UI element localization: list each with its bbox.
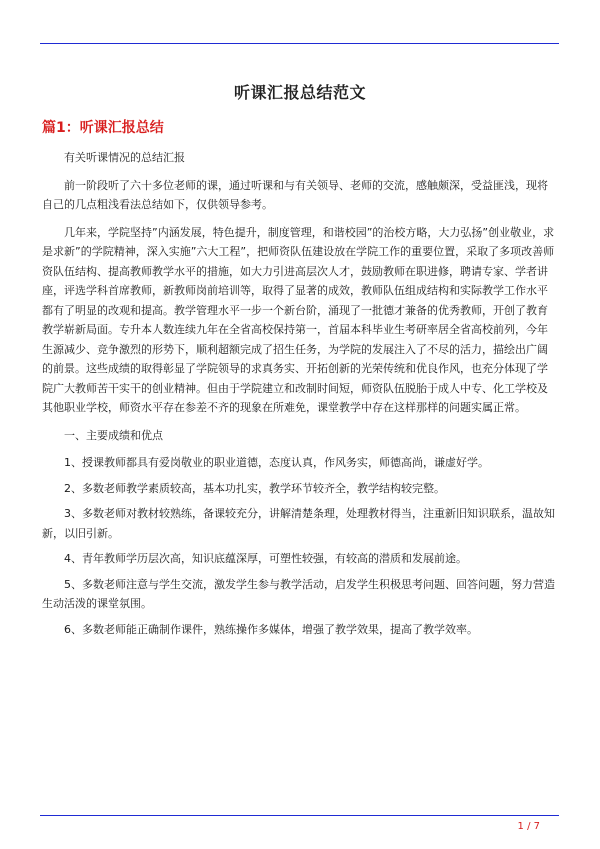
paragraph-section-title: 一、主要成绩和优点 (64, 428, 163, 442)
footer-rule (40, 815, 559, 816)
document-body (42, 148, 555, 645)
list-item-2: 2、多数老师教学素质较高，基本功扎实，教学环节较齐全，教学结构较完整。 (64, 481, 445, 495)
list-item-3: 3、多数老师对教材较熟练，备课较充分，讲解清楚条理，处理教材得当，注重新旧知识联系，温故知新，以旧引新。 (42, 507, 555, 540)
paragraph-intro: 前一阶段听了六十多位老师的课，通过听课和与有关领导、老师的交流，感触颇深，受益匪浅，现将自己的几点粗浅看法总结如下，仅供领导参考。 (42, 178, 548, 211)
paragraph-background: 几年来，学院坚持”内涵发展，特色提升，制度管理，和谐校园”的治校方略，大力弘扬”创业敬业，求是求新”的学院精神，深入实施”六大工程”，把师资队伍建设放在学院工作的重要位置，采取了多项改善师资队伍结构、提高教师教学水平的措施，如大力引进高层次人才，鼓励教师在职进修，聘请专家、学者讲座，评选学科首席教师，新教师岗前培训等，取得了显著的成效，教师队伍组成结构和实际教学工作水平都有了明显的改观和提高。教学管理水平一步一个新台阶，涌现了一批德才兼备的优秀教师，开创了教育教学崭新局面。专升本人数连续九年在全省高校保持第一，首届本科毕业生考研率居全省高校前列，今年生源减少、竞争激烈的形势下，顺利超额完成了招生任务，为学院的发展注入了不尽的活力，描绘出广阔的前景。这些成绩的取得彰显了学院领导的求真务实、开拓创新的光荣传统和优良作风，也充分体现了学院广大教师苦干实干的创业精神。但由于学院建立和改制时间短，师资队伍脱胎于成人中专、化工学校及其他职业学校，师资水平存在参差不齐的现象在所难免，课堂教学中存在这样那样的问题实属正常。 (42, 225, 555, 414)
list-item-5: 5、多数老师注意与学生交流，激发学生参与教学活动，启发学生积极思考问题、回答问题，努力营造生动活泼的课堂氛围。 (42, 577, 555, 610)
list-item-6: 6、多数老师能正确制作课件，熟练操作多媒体，增强了教学效果，提高了教学效率。 (64, 622, 478, 636)
paragraph-subtitle: 有关听课情况的总结汇报 (64, 151, 185, 164)
document-title: 听课汇报总结范文 (233, 83, 366, 102)
header-rule (40, 43, 559, 44)
section-heading: 篇1：听课汇报总结 (42, 120, 164, 136)
list-item-4: 4、青年教师学历层次高，知识底蕴深厚，可塑性较强，有较高的潜质和发展前途。 (64, 552, 467, 565)
list-item-1: 1、授课教师都具有爱岗敬业的职业道德，态度认真，作风务实，师德高尚，谦虚好学。 (64, 456, 489, 469)
page-indicator: 1 / 7 (517, 821, 540, 832)
